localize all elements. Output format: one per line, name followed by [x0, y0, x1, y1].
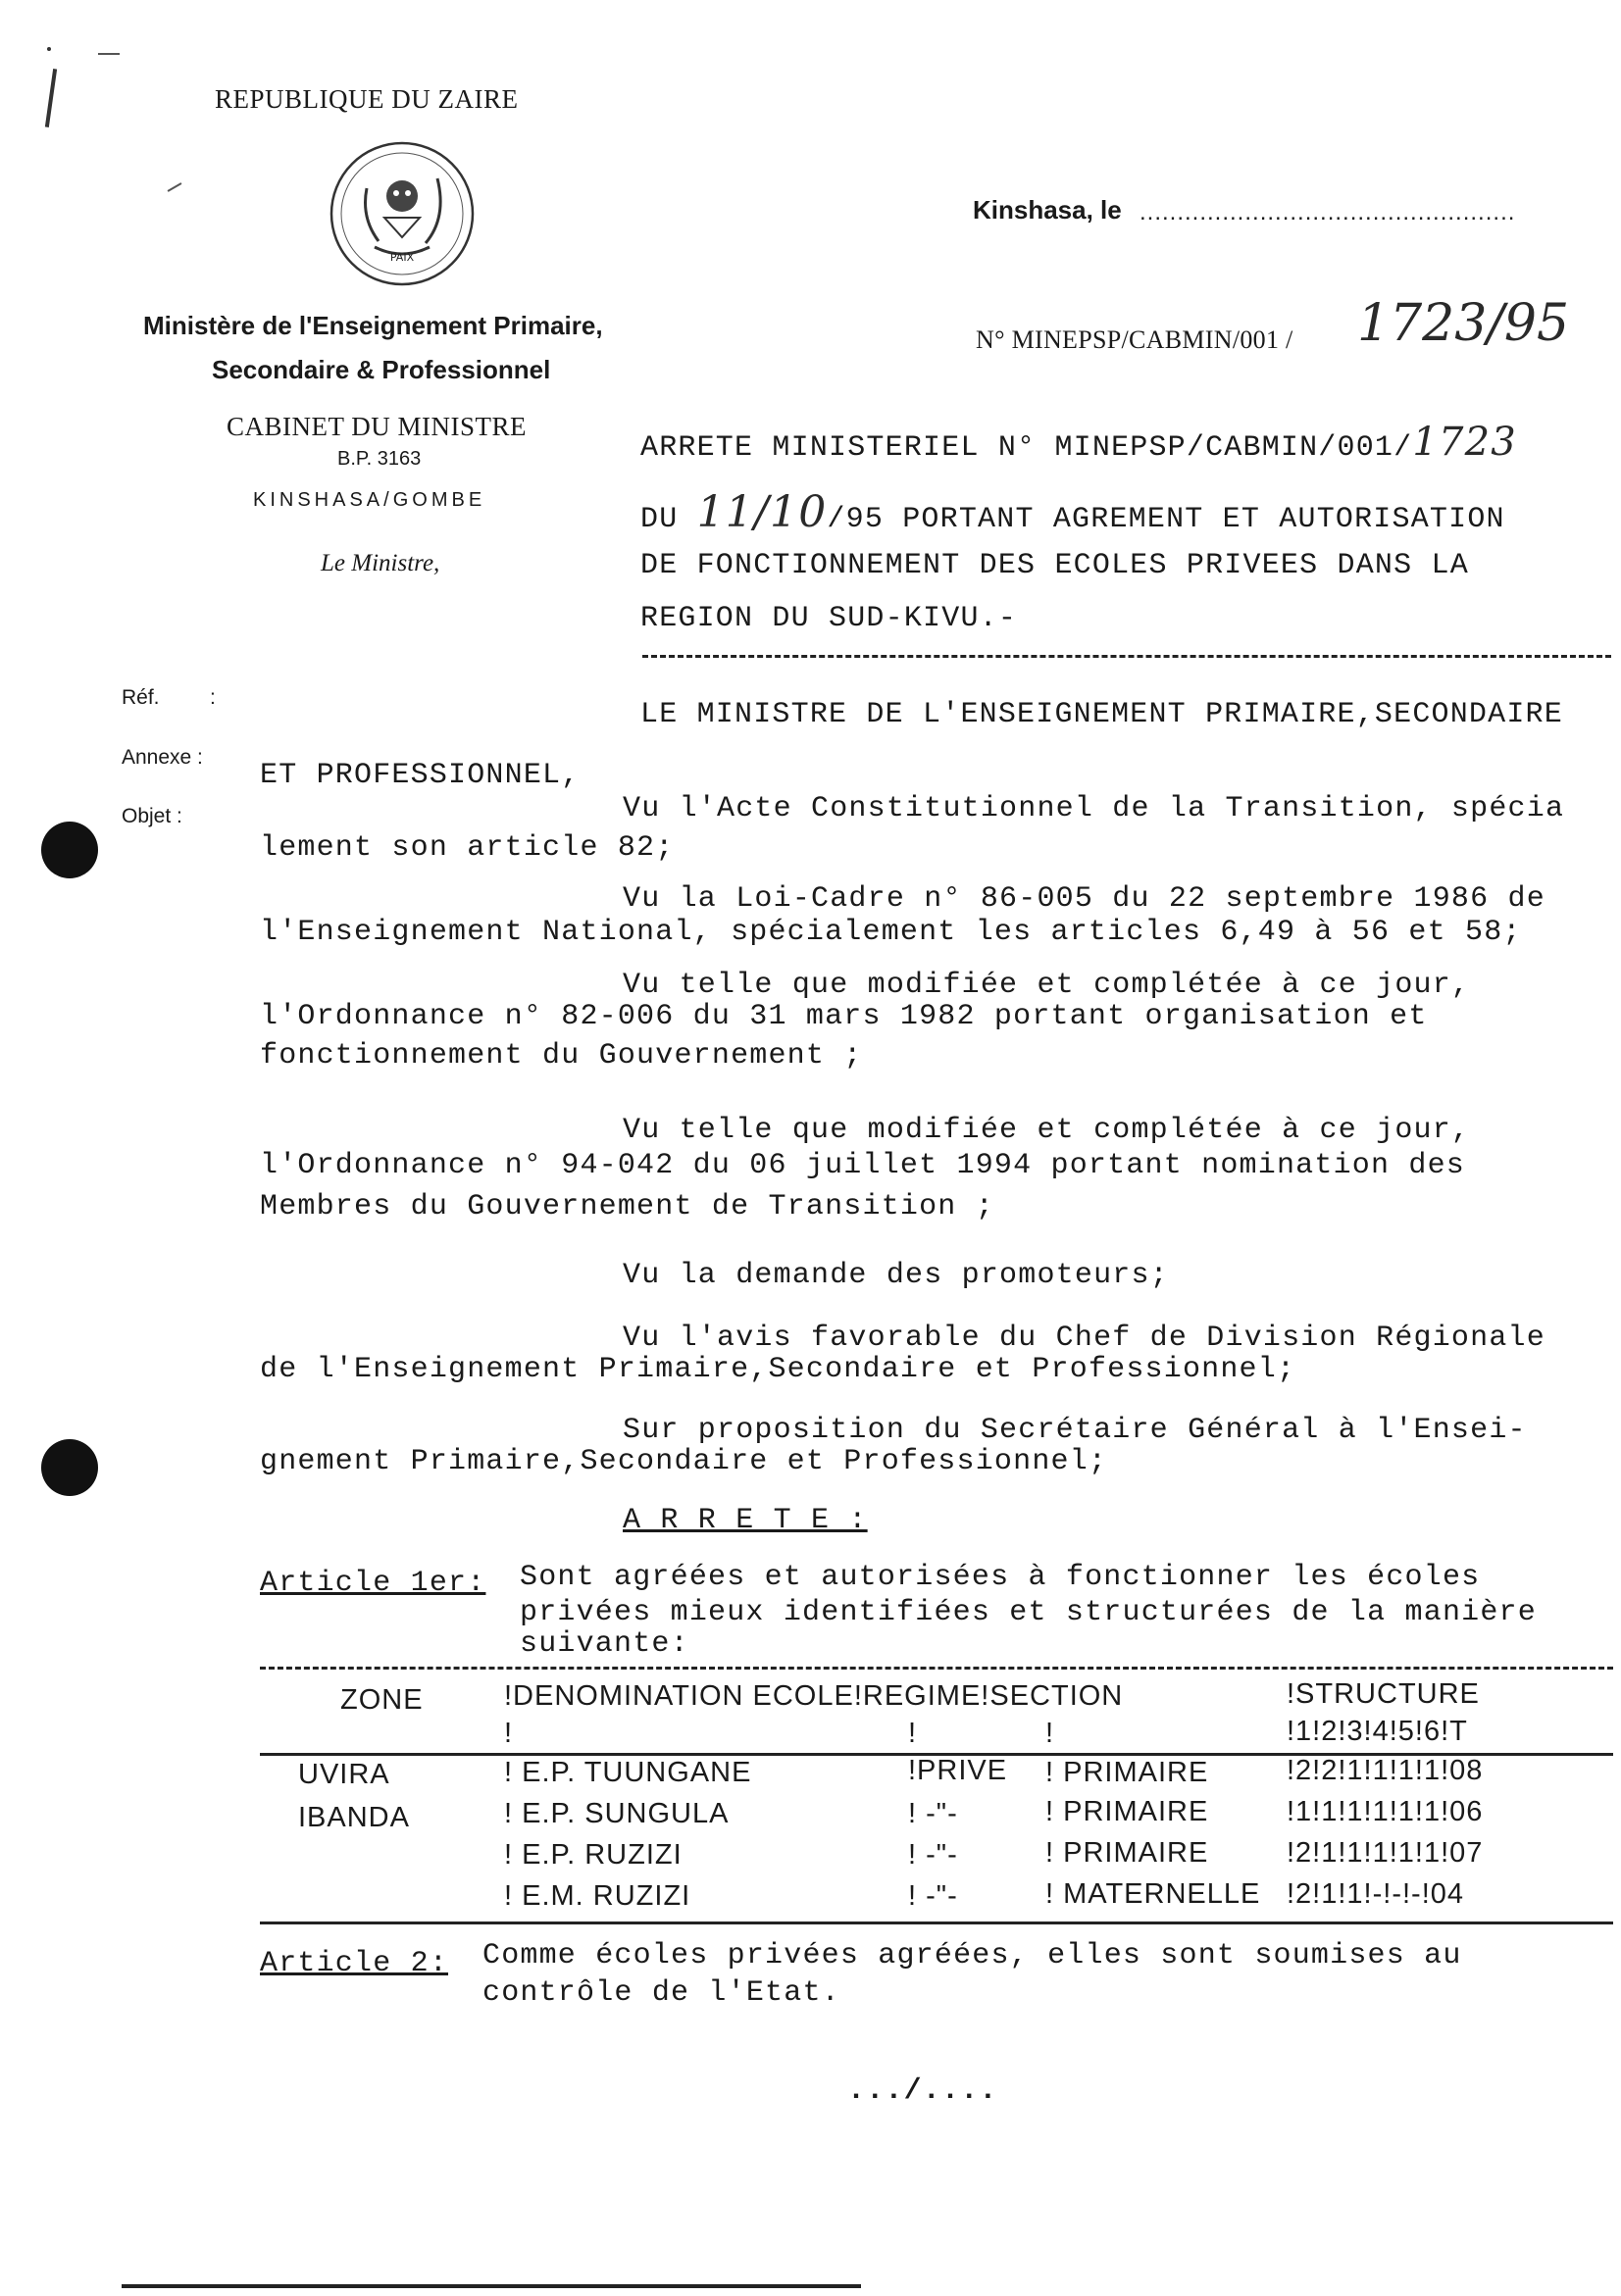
proposition-line-2: gnement Primaire,Secondaire et Professionnel; [260, 1445, 1108, 1478]
row-regime: ! -"- [908, 1839, 958, 1871]
row-section: ! MATERNELLE [1045, 1878, 1261, 1910]
header-zone: ZONE [340, 1684, 424, 1716]
coat-of-arms-seal [328, 139, 477, 288]
row-structure: !1!1!1!1!1!1!06 [1287, 1796, 1484, 1827]
row-structure: !2!1!1!-!-!-!04 [1287, 1878, 1465, 1910]
article-2-label: Article 2: [260, 1947, 449, 1980]
title-line-4: REGION DU SUD-KIVU.- [640, 602, 1018, 635]
row-structure: !2!1!1!1!1!1!07 [1287, 1837, 1484, 1869]
article-1-line-1: Sont agréées et autorisées à fonctionner les écoles [520, 1561, 1481, 1594]
continuation-mark: .../.... [847, 2074, 998, 2108]
row-section: ! PRIMAIRE [1045, 1796, 1209, 1827]
punch-hole-bottom [41, 1439, 98, 1496]
row-structure: !2!2!1!1!1!1!08 [1287, 1755, 1484, 1786]
table-top-rule [260, 1667, 1613, 1670]
zone-ibanda: IBANDA [298, 1802, 410, 1833]
scan-speck [47, 47, 51, 51]
vu-6-line-2: de l'Enseignement Primaire,Secondaire et Professionnel; [260, 1353, 1296, 1386]
article-2-line-2: contrôle de l'Etat. [482, 1976, 840, 2010]
article-1-line-3: suivante: [520, 1627, 689, 1661]
vu-1-line-2: lement son article 82; [260, 831, 675, 865]
row-denomination: ! E.P. TUUNGANE [504, 1757, 752, 1788]
vu-1-line-1: Vu l'Acte Constitutionnel de la Transition, spécia [623, 792, 1565, 825]
vu-4-line-2: l'Ordonnance n° 94-042 du 06 juillet 1994 portant nomination des [260, 1149, 1465, 1182]
vu-2-line-1: Vu la Loi-Cadre n° 86-005 du 22 septembre 1986 de [623, 882, 1545, 916]
zone-uvira: UVIRA [298, 1759, 390, 1790]
republic-heading: REPUBLIQUE DU ZAIRE [215, 84, 519, 114]
row-regime: ! -"- [908, 1880, 958, 1912]
page-bottom-rule [122, 2284, 861, 2288]
header-spacer-2: ! [908, 1718, 918, 1749]
row-regime: ! -"- [908, 1798, 958, 1829]
header-spacer-3: ! [1045, 1718, 1055, 1749]
ref-colon: : [210, 686, 216, 709]
minister-label: Le Ministre, [321, 550, 440, 576]
header-structure-columns: !1!2!3!4!5!6!T [1287, 1716, 1468, 1747]
vu-3-line-2: l'Ordonnance n° 82-006 du 31 mars 1982 portant organisation et [260, 1000, 1428, 1033]
reference-number-prefix: N° MINEPSP/CABMIN/001 / [976, 325, 1293, 354]
place-date-dots: .................................................. [1140, 199, 1516, 225]
vu-4-line-3: Membres du Gouvernement de Transition ; [260, 1190, 994, 1223]
seal-motto: PAIX [389, 251, 415, 264]
scan-speck [168, 182, 182, 192]
title-line-2 [640, 487, 1505, 537]
vu-4-line-1: Vu telle que modifiée et complétée à ce jour, [623, 1114, 1471, 1147]
reference-number-handwritten: 1723/95 [1357, 294, 1570, 353]
ministry-line-1: Ministère de l'Enseignement Primaire, [143, 311, 603, 340]
row-section: ! PRIMAIRE [1045, 1837, 1209, 1869]
header-spacer-1: ! [504, 1718, 514, 1749]
vu-3-line-1: Vu telle que modifiée et complétée à ce jour, [623, 969, 1471, 1002]
annexe-label: Annexe : [122, 746, 203, 769]
header-denomination-regime-section: !DENOMINATION ECOLE!REGIME!SECTION [504, 1680, 1124, 1712]
title-line-3: DE FONCTIONNEMENT DES ECOLES PRIVEES DANS LA [640, 549, 1469, 582]
title-separator [642, 655, 1611, 658]
row-regime: !PRIVE [908, 1755, 1008, 1786]
vu-2-line-2: l'Enseignement National, spécialement les articles 6,49 à 56 et 58; [260, 916, 1522, 949]
vu-3-line-3: fonctionnement du Gouvernement ; [260, 1039, 863, 1073]
article-1-line-2: privées mieux identifiées et structurées de la manière [520, 1596, 1537, 1629]
row-denomination: ! E.P. SUNGULA [504, 1798, 730, 1829]
scan-speck [98, 53, 120, 55]
vu-5: Vu la demande des promoteurs; [623, 1259, 1169, 1292]
article-2-line-1: Comme écoles privées agréées, elles sont soumises au [482, 1939, 1462, 1972]
table-bottom-rule [260, 1922, 1613, 1924]
title-line-1-handwritten: 1723 [1412, 420, 1517, 465]
title-line-1-text: ARRETE MINISTERIEL N° MINEPSP/CABMIN/001/ [640, 431, 1413, 465]
row-section: ! PRIMAIRE [1045, 1757, 1209, 1788]
ref-label: Réf. [122, 686, 160, 709]
title-line-2-du: DU [640, 503, 679, 536]
proposition-line-1: Sur proposition du Secrétaire Général à l'Ensei- [623, 1414, 1527, 1447]
intro-line-2: ET PROFESSIONNEL, [260, 759, 581, 792]
article-1-label: Article 1er: [260, 1567, 486, 1600]
arrete-heading: A R R E T E : [623, 1504, 868, 1537]
city-address: KINSHASA/GOMBE [253, 489, 486, 511]
cabinet-title: CABINET DU MINISTRE [227, 412, 527, 441]
vu-6-line-1: Vu l'avis favorable du Chef de Division Régionale [623, 1322, 1545, 1355]
ministry-line-2: Secondaire & Professionnel [212, 355, 551, 384]
row-denomination: ! E.M. RUZIZI [504, 1880, 691, 1912]
objet-label: Objet : [122, 805, 182, 827]
place-date-label: Kinshasa, le [973, 195, 1122, 225]
postal-box: B.P. 3163 [337, 448, 422, 470]
title-line-1 [640, 420, 1517, 465]
pen-mark [45, 69, 57, 127]
header-structure: !STRUCTURE [1287, 1678, 1480, 1710]
title-line-2-text: /95 PORTANT AGREMENT ET AUTORISATION [827, 503, 1505, 536]
intro-line-1: LE MINISTRE DE L'ENSEIGNEMENT PRIMAIRE,SECONDAIRE [640, 698, 1563, 731]
row-denomination: ! E.P. RUZIZI [504, 1839, 683, 1871]
punch-hole-top [41, 822, 98, 878]
title-line-2-handwritten-date: 11/10 [696, 487, 828, 537]
